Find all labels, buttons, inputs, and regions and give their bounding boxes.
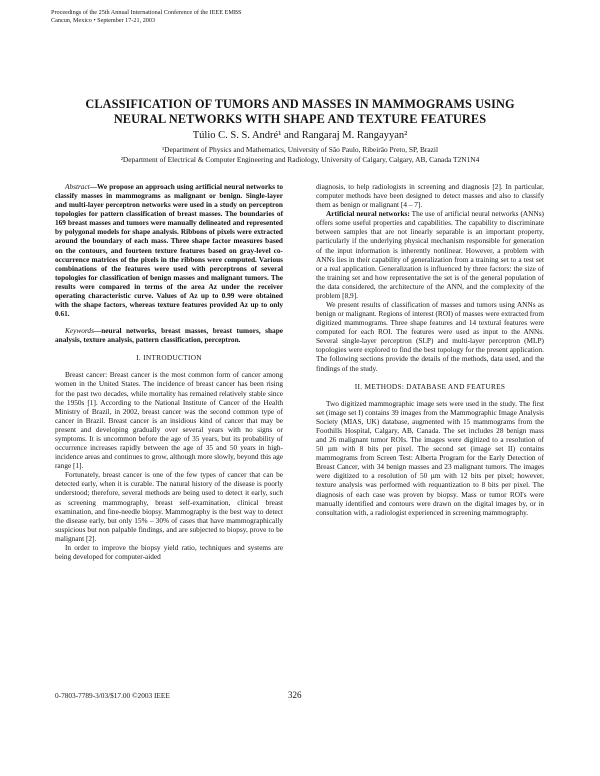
abstract-lead: Abstract	[65, 182, 90, 191]
proceedings-line-1: Proceedings of the 25th Annual International Conference of the IEEE EMBS	[51, 9, 242, 16]
right-paragraph-4: Two digitized mammographic image sets were used in the study. The first set (image set I) contains 39 images from the Mammographic Image Analysis Society (MIAS, UK) database, augmented with 15 mammograms from the Foothills Hospital, Calgary, AB, Canada. The set includes 28 benign mass and 26 malignant tumor ROIs. The images were digitized to a resolution of 50 µm with 8 bits per pixel. The second set (image set II) contains mammograms from Screen Test: Alberta Program for the Early Detection of Breast Cancer, with 34 benign masses and 23 malignant tumors. The images were digitized to a resolution of 50 µm with 12 bits per pixel; however, texture analysis was performed with requantization to 8 bits per pixel. The diagnosis of each case was proven by biopsy. Mass or tumor ROI's were manually identified and contours were drawn on the digital images by, or in consultation with, a radiologist experienced in screening mammography.	[316, 398, 544, 517]
intro-paragraph-1: Breast cancer: Breast cancer is the most common form of cancer among women in the United States. The incidence of breast cancer has been rising for the past two decades, while mortality has remained relatively stable since the 1950s [1]. According to the National Institute of Cancer of the Health Ministry of Brazil, in 2002, breast cancer was the second common type of cancer in Brazil. Breast cancer is an insidious kind of cancer that may be present and developing gradually over several years with no signs or symptoms. It is uncommon before the age of 35 years, but its probability of occurrence increases rapidly between the age of 35 and 50 years in high-incidence areas and continues to grow, although more slowly, beyond this age range [1].	[55, 370, 283, 471]
affiliation-2: ²Department of Electrical & Computer Engineering and Radiology, University of Calgary, Calgary, AB, Canada T2N1N4	[120, 155, 480, 164]
proceedings-header	[51, 9, 331, 25]
paper-title	[40, 97, 560, 126]
abstract	[55, 182, 283, 318]
section-heading-introduction: I. INTRODUCTION	[136, 353, 202, 363]
right-paragraph-1: diagnosis, to help radiologists in screening and diagnosis [2]. In particular, computer methods have been designed to detect masses and also to classify them as benign or malignant [4 – 7].	[316, 182, 544, 210]
authors: Túlio C. S. S. André¹ and Rangaraj M. Rangayyan²	[192, 130, 408, 141]
right-paragraph-3: We present results of classification of masses and tumors using ANNs as benign or malignant. Regions of interest (ROI) of masses were extracted from digitized mammograms. Three shape features and 14 textural features were computed for each ROI. The features were used as input to the ANNs. Several single-layer perceptron (SLP) and multi-layer perceptron (MLP) topologies were explored to find the best topology for the present application. The following sections provide the details of the methods, data used, and the findings of the study.	[316, 300, 544, 373]
right-column	[316, 182, 544, 517]
left-column	[55, 182, 283, 561]
ann-paragraph-text: The use of artificial neural networks (ANNs) offers some useful properties and capabilities. The capability to discriminate between samples that are not linearly separable is an important property, particularly if the underlying physical mechanism responsible for generation of the input information is inherently nonlinear. However, a problem with ANNs lies in their capability of generalization from a training set to a test set or a real application. Generalization is influenced by three factors: the size of the training set and how representative the set is of the general population of the data considered, the architecture of the ANN, and the complexity of the problem [8,9].	[316, 209, 544, 300]
keywords-text: —neural networks, breast masses, breast tumors, shape analysis, texture analysis, pattern classification, perceptron.	[55, 326, 283, 345]
right-paragraph-2	[316, 209, 544, 300]
abstract-text: —We propose an approach using artificial neural networks to classify masses in mammograms as malignant or benign. Single-layer and multi-layer perceptron networks were used in a study on perceptron topologies for pattern classification of breast masses. The boundaries of 169 breast masses and tumors were manually delineated and represented by polygonal models for shape analysis. Ribbons of pixels were extracted around the boundary of each mass. Three shape factor measures based on the contours, and fourteen texture features based on gray-level co-occurrence matrices of the pixels in the ribbons were computed. Various combinations of the features were used with perceptrons of several topologies for classification of benign masses and malignant tumors. The results were compared in terms of the area Az under the receiver operating characteristic curve. Values of Az up to 0.99 were obtained with the shape factors, whereas texture features provided Az up to only 0.61.	[55, 182, 283, 319]
page-number: 326	[288, 690, 302, 700]
keywords	[55, 326, 283, 344]
ann-inline-heading: Artificial neural networks:	[326, 209, 410, 219]
intro-paragraph-3: In order to improve the biopsy yield ratio, techniques and systems are being developed for computer-aided	[55, 542, 283, 561]
section-heading-methods: II. METHODS: DATABASE AND FEATURES	[354, 381, 506, 391]
isbn-copyright: 0-7803-7789-3/03/$17.00 ©2003 IEEE	[55, 691, 170, 700]
keywords-lead: Keywords	[65, 326, 94, 336]
title-line-1: CLASSIFICATION OF TUMORS AND MASSES IN MAMMOGRAMS USING	[85, 97, 515, 111]
affiliation-1: ¹Department of Physics and Mathematics, University of São Paulo, Ribeirão Preto, SP, Brazil	[161, 145, 439, 154]
intro-paragraph-2: Fortunately, breast cancer is one of the few types of cancer that can be detected early, when it is curable. The natural history of the disease is poorly understood; therefore, several methods are being used to detect it early, such as screening mammography, breast self-examination, clinical breast examination, and fine-needle biopsy. Mammography is the best way to detect the disease early, but only 15% – 30% of cases that have mammographically suspicious but non palpable findings, and are subjected to biopsy, prove to be malignant [2].	[55, 470, 283, 543]
proceedings-line-2: Cancun, Mexico • September 17-21, 2003	[51, 17, 156, 24]
title-line-2: NEURAL NETWORKS WITH SHAPE AND TEXTURE FEATURES	[113, 111, 487, 126]
